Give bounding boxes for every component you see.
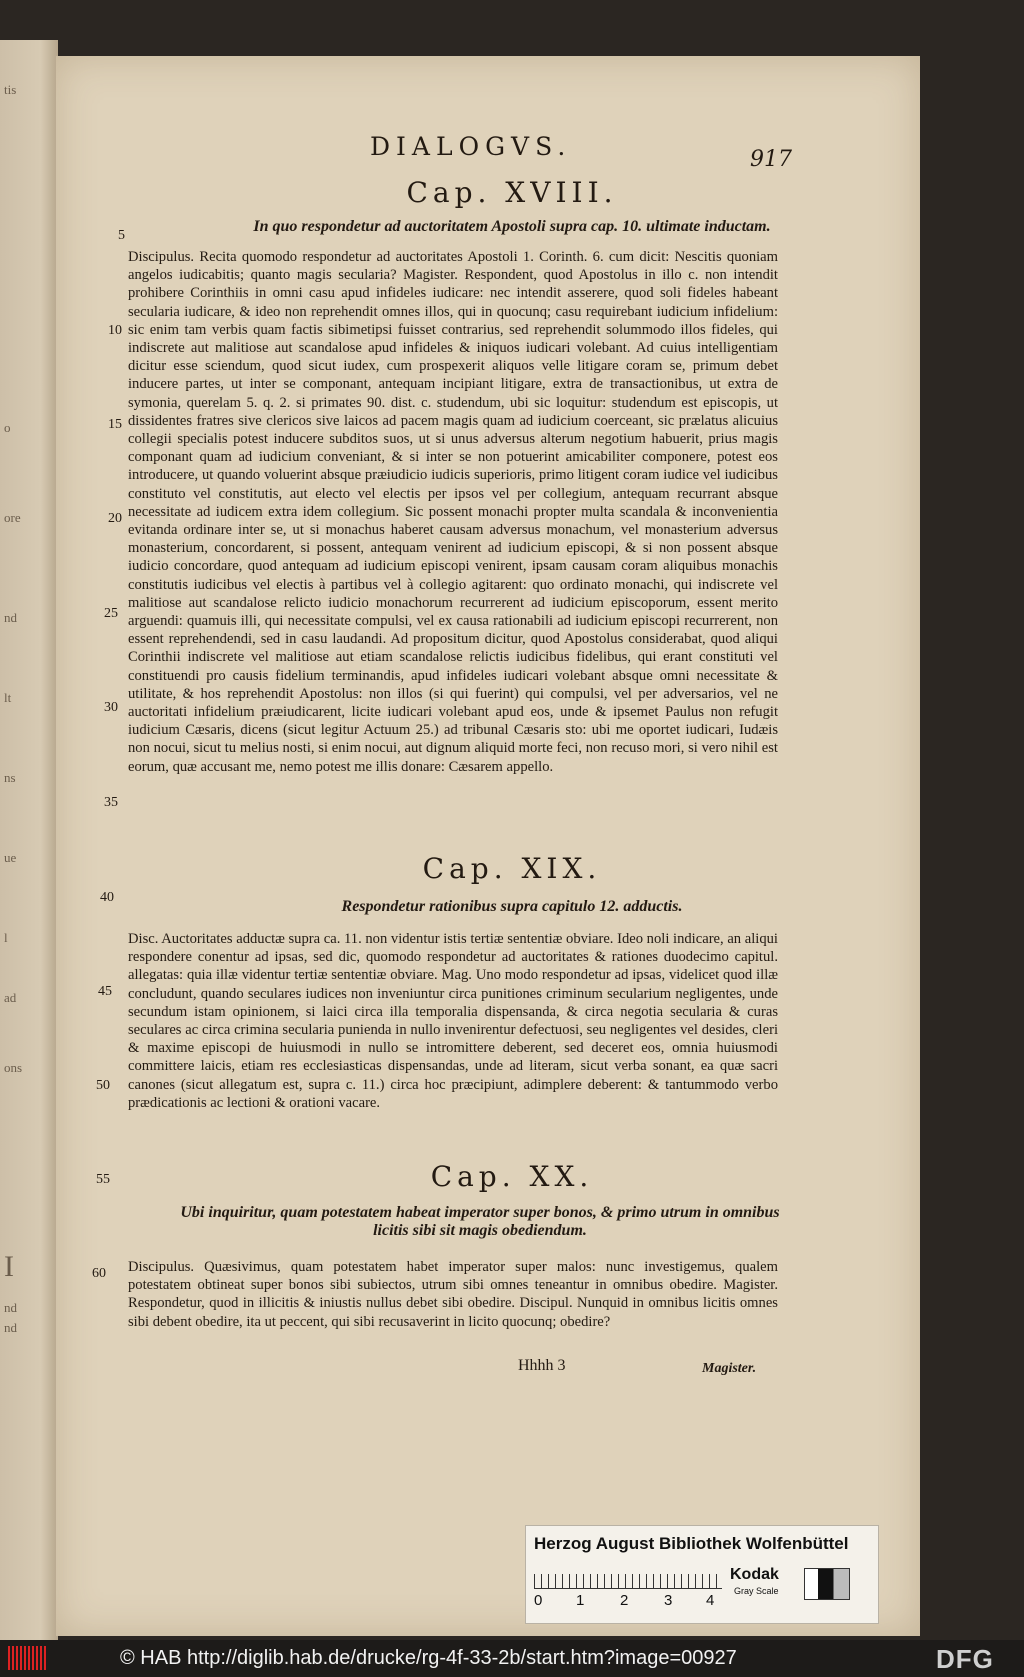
folio-number: 917 [750,147,792,172]
fragment: nd [4,1300,17,1315]
line-number: 55 [96,1172,110,1187]
library-scale-card [525,1525,879,1624]
chapter-text: Discipulus. Recita quomodo respondetur ad auctoritates Apostoli 1. Corinth. 6. cum dicit: Nescitis quoniam angelos iudicabitis; quanto magis secularia? Magister. Respondent, quod Apostolus in illo c. non intendit prohibere Corinthiis in omni casu apud infideles iudicare: nec intendit asserere, quod soli fideles habeant secularia iudicare, & ideo non reprehendit omnes illos, qui in quocunq; casu requirebant iudicium infidelium: sic enim tam verbis quam factis sibimetipsi fuisset contrarius, sed reprehendit solummodo illos fideles, qui indiscrete aut malitiose aut scandalose apud infideles & iniquos iudicari volebant. Ad cuius intelligentiam dicitur esse sciendum, quod sicut iudex, cum prospexerit aliquos velle litigare coram se, primum debet inducere partes, ut inter se componant, antequam incipiant litigare, extra de transactionibus, ut extra de symonia, querelam 5. q. 2. si primates 90. dist. c. studendum, ubi sic loquitur: studendum est episcopis, ut dissidentes fratres sive clericos sive laicos ad pacem magis quam ad iudicium coerceant, sic prælatus alicuius collegii specialis potest inducere subditos suos, ut si unus adversus alterum negotium habuerit, prius magis componant quam ad iudicium conveniant, & si inter se non potuerint amicabiliter componere, potest eos introducere, ut quando voluerint absque præiudicio iudicis superioris, primo litigent coram iudice vel iudicibus constituto vel constitutis, aut electo vel electis per ipsos vel per collegium, antequam recurrant absque necessitate ad iudicem extra idem collegium. Sic possent monachi propter multa scandala & inconvenientia evitanda ordinare inter se, ut si monachus haberet causam adversus monachum, vel monasterium adversus monasterium, concordarent, si possent, antequam venirent ad iudicium episcopi, & si non possent absque iudicio concordare, quod antequam ad iudicium episcopi venirent, ipsam causam coram aliquibus monachis constitutis iudicibus vel electis à partibus vel à collegio agitarent: quo ordinato monachi, qui indiscrete vel malitiose aut scandalose relicto iudicio monachorum recurrerent ad iudicium episcoporum, essent merito arguendi: quamuis illi, qui necessitate compulsi, vel ex causa rationabili ad iudicium episcopi recurrerent, non essent reprehendendi, sed in casu laudandi. Ad propositum dicitur, quod Apostolus considerabat, quod aliqui Corinthii indiscrete vel malitiose aut etiam scandalose relictis iudicibus fidelibus, qui erant constituti vel constituendi pro causis fidelium terminandis, apud infideles iudicari volebant absque omni necessitate & utilitate, & hos reprehendit Apostolus: non illos (si qui fuerint) qui compulsi, vel per adversarios, vel ne auctoritati infidelium præiudicarent, licite iudicari volebant apud eos, unde & ipsemet Paulus non refugit iudicium Cæsaris, dicens (sicut legitur Actuum 25.) ad tribunal Cæsaris sto: ubi me oportet iudicari, Iudæis non nocui, sicut tu melius nosti, si enim nocui, aut dignum aliquid morte feci, non recuso mori, si vero nihil est eorum, quæ accusant me, nemo potest me illis donare: Cæsarem appello. [128,249,778,775]
measurement-ruler [534,1562,722,1589]
line-number: 50 [96,1078,110,1093]
chapter-heading: Cap. XIX. [422,852,602,885]
footer-link[interactable]: © HAB http://diglib.hab.de/drucke/rg-4f-33-2b/start.htm?image=00927 [120,1647,737,1669]
chapter-heading: Cap. XX. [430,1160,594,1193]
fragment: ons [4,1060,23,1075]
ruler-number: 1 [576,1592,585,1609]
footer-bar [0,1640,1024,1677]
line-number: 5 [118,228,125,243]
catchword: Magister. [702,1361,757,1376]
line-number: 30 [104,700,118,715]
line-number: 15 [108,417,122,432]
chapter-summary: Respondetur rationibus supra capitulo 12. adductis. [341,898,683,915]
line-number: 45 [98,984,112,999]
kodak-logo: Kodak [730,1566,779,1583]
fragment: ad [4,990,17,1005]
fragment: tis [4,82,17,97]
fragment: l [4,930,8,945]
line-number: 35 [104,795,118,810]
line-number: 20 [108,511,122,526]
ruler-number: 2 [620,1592,629,1609]
fragment: ns [4,770,16,785]
line-number: 60 [92,1266,106,1281]
gray-scale-label: Gray Scale [734,1586,779,1596]
ruler-number: 0 [534,1592,543,1609]
gray-scale-patch [804,1568,850,1600]
line-number: 10 [108,323,122,338]
library-name: Herzog August Bibliothek Wolfenbüttel [534,1534,849,1553]
signature-mark: Hhhh 3 [518,1357,566,1374]
barcode-icon [8,1646,48,1670]
running-head: DIALOGVS. [370,132,572,161]
dfg-logo: DFG [936,1644,994,1674]
chapter-summary: In quo respondetur ad auctoritatem Apostoli supra cap. 10. ultimate inductam. [253,218,771,235]
fragment: ue [4,850,17,865]
chapter-heading: Cap. XVIII. [406,176,618,209]
fragment: nd [4,610,17,625]
fragment: lt [4,690,12,705]
ruler-number: 4 [706,1592,715,1609]
chapter-text: Discipulus. Quæsivimus, quam potestatem habet imperator super malos: nunc investigemus, qualem potestatem obtineat super bonos sibi subiectos, utrum sibi omnes teneantur in omnibus obedire. Magister. Respondetur, quod in illicitis & iniustis nullus debet sibi obedire. Discipul. Nunquid in omnibus licitis omnes sibi debent obedire, ita ut peccent, qui sibi recusaverint in licito quocunq; obedire? [128,1259,778,1330]
ruler-number: 3 [664,1592,673,1609]
fragment: nd [4,1320,17,1335]
fragment: ore [4,510,21,525]
fragment: I [4,1250,14,1283]
chapter-summary: Ubi inquiritur, quam potestatem habeat imperator super bonos, & primo utrum in omnibus licitis sibi sit magis obediendum. [180,1204,780,1239]
facing-page-edge [0,40,58,1640]
chapter-text: Disc. Auctoritates adductæ supra ca. 11. non videntur istis tertiæ sententiæ obviare. Ideo noli indicare, an aliqui respondere conentur ad ipsas, sed dic, quomodo respondetur ad auctoritates & rationes duodecimo capitul. allegatas: quia illæ videntur tertiæ sententiæ obviare. Mag. Uno modo respondetur ad ipsas, videlicet quod illæ concludunt, quando seculares iudices non inveniuntur circa punitiones criminum secularium negligentes, unde secundum istam opinionem, si laici circa illa temporalia dispensanda, & circa negotia secularia & curas seculares ac circa crimina secularia punienda in nullo invenirentur defectuosi, seu negligentes vel desides, cleri & maxime episcopi de huiusmodi in nullo se intromittere deberent, sed deceret eos, omnia huiusmodi committere laicis, etiam res ecclesiasticas dispensandas, unde ad literam, sicut verba sonant, ea quæ sacri canones (sicut allegatum est, supra c. 11.) circa hoc præcipiunt, adimplere deberent: & tantummodo verbo prædicationis ac lectioni & orationi vacare. [128,931,778,1111]
fragment: o [4,420,11,435]
line-number: 25 [104,606,118,621]
line-number: 40 [100,890,114,905]
